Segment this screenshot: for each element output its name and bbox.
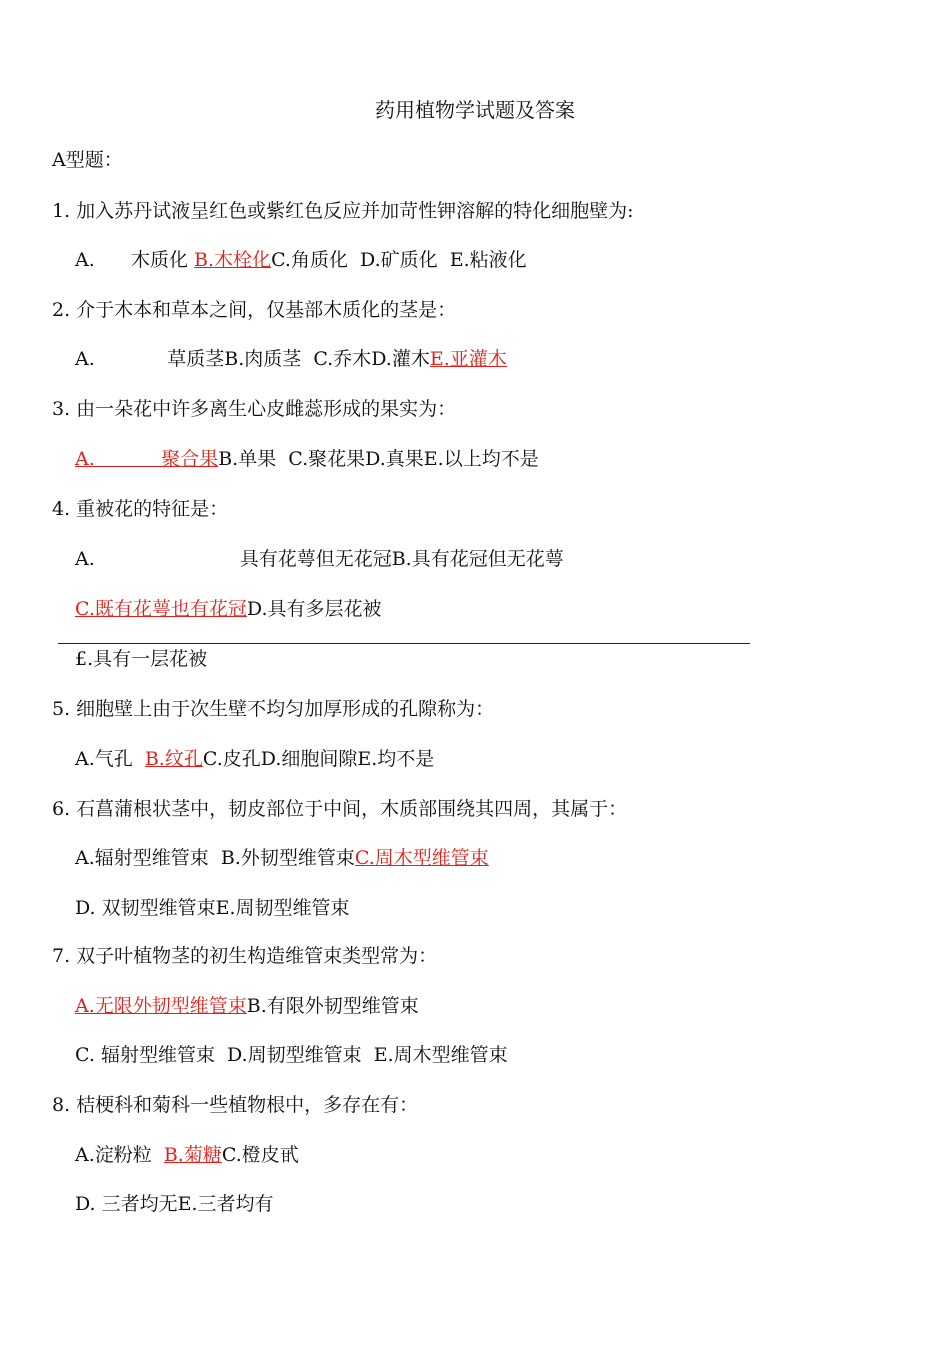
answer-highlight: A.无限外韧型维管束 xyxy=(75,995,247,1017)
question-4-options-2 xyxy=(75,597,382,621)
question-6: 6. 石菖蒲根状茎中，韧皮部位于中间，木质部围绕其四周，其属于： xyxy=(52,798,628,820)
option-text: A. 草质茎B.肉质茎 C.乔木D.灌木 xyxy=(75,348,430,370)
question-3-options xyxy=(75,447,539,471)
option-text: A.淀粉粒 xyxy=(75,1144,164,1166)
question-8-options-1 xyxy=(75,1143,299,1167)
answer-highlight: B.纹孔 xyxy=(144,748,203,770)
question-6-options-2: D. 双韧型维管束E.周韧型维管束 xyxy=(75,897,350,919)
question-7-options-2: C. 辐射型维管束 D.周韧型维管束 E.周木型维管束 xyxy=(75,1044,508,1066)
question-1: 1. 加入苏丹试液呈红色或紫红色反应并加苛性钾溶解的特化细胞壁为: xyxy=(52,200,634,222)
answer-highlight: C.周木型维管束 xyxy=(354,847,489,869)
answer-highlight: C.既有花萼也有花冠 xyxy=(75,598,247,620)
option-text: C.橙皮甙 xyxy=(221,1144,299,1166)
question-7: 7. 双子叶植物茎的初生构造维管束类型常为： xyxy=(52,945,438,967)
option-text: A.辐射型维管束 B.外韧型维管束 xyxy=(75,847,355,869)
option-text: A. 木质化 xyxy=(75,249,195,271)
option-text: D.具有多层花被 xyxy=(246,598,382,620)
answer-highlight: B.木栓化 xyxy=(194,249,272,271)
question-2-options xyxy=(75,347,507,371)
question-4-options-3: £.具有一层花被 xyxy=(75,648,208,670)
question-4: 4. 重被花的特征是： xyxy=(52,498,229,520)
answer-highlight: A. 聚合果 xyxy=(75,448,219,470)
question-5-options xyxy=(75,747,434,771)
question-1-options xyxy=(75,248,527,272)
option-text: C.皮孔D.细胞间隙E.均不是 xyxy=(202,748,435,770)
question-8: 8. 桔梗科和菊科一些植物根中，多存在有： xyxy=(52,1094,419,1116)
question-7-options-1 xyxy=(75,994,419,1018)
question-2: 2. 介于木本和草本之间，仅基部木质化的茎是： xyxy=(52,299,457,321)
question-5: 5. 细胞壁上由于次生壁不均匀加厚形成的孔隙称为： xyxy=(52,698,495,720)
option-text: B.单果 C.聚花果D.真果E.以上均不是 xyxy=(218,448,539,470)
question-3: 3. 由一朵花中许多离生心皮雌蕊形成的果实为： xyxy=(52,398,457,420)
section-heading: A型题： xyxy=(52,149,123,171)
option-text: C.角质化 D.矿质化 E.粘液化 xyxy=(271,249,527,271)
answer-highlight: B.菊糖 xyxy=(163,1144,222,1166)
horizontal-rule xyxy=(58,643,750,644)
question-4-options-1: A. 具有花萼但无花冠B.具有花冠但无花萼 xyxy=(75,548,564,570)
question-6-options-1 xyxy=(75,846,489,870)
question-8-options-2: D. 三者均无E.三者均有 xyxy=(75,1193,274,1215)
answer-highlight: E.亚灌木 xyxy=(429,348,507,370)
option-text: A.气孔 xyxy=(75,748,145,770)
option-text: B.有限外韧型维管束 xyxy=(246,995,419,1017)
page-title: 药用植物学试题及答案 xyxy=(375,98,575,122)
